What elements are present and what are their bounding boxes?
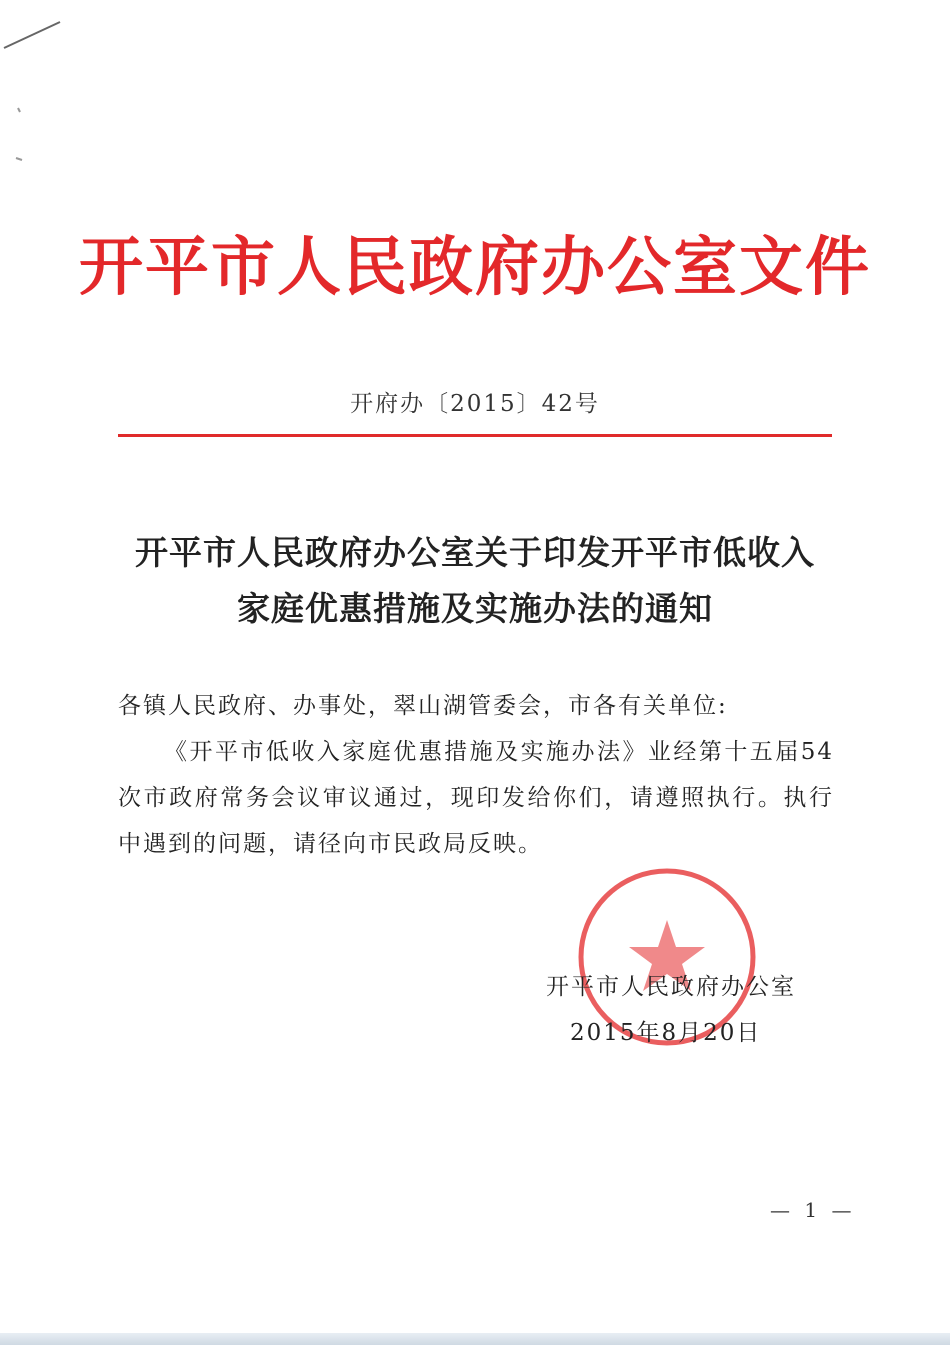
page-number: — 1 — (770, 1198, 856, 1222)
scan-bottom-edge (0, 1333, 950, 1345)
signature-date: 2015年8月20日 (570, 1020, 762, 1046)
notice-title-line1: 开平市人民政府办公室关于印发开平市低收入 (135, 533, 815, 572)
notice-body (118, 683, 834, 867)
document-number: 开府办〔2015〕42号 (350, 391, 600, 417)
body-paragraph: 《开平市低收入家庭优惠措施及实施办法》业经第十五届54次市政府常务会议审议通过，现印发给你们，请遵照执行。执行中遇到的问题，请径向市民政局反映。 (118, 739, 834, 857)
notice-title (0, 525, 950, 637)
addressee: 各镇人民政府、办事处，翠山湖管委会，市各有关单位: (118, 693, 728, 719)
notice-title-line2: 家庭优惠措施及实施办法的通知 (237, 589, 713, 628)
red-header-title: 开平市人民政府办公室文件 (79, 230, 871, 305)
red-divider-line (118, 434, 832, 437)
signature-org: 开平市人民政府办公室 (546, 974, 796, 1000)
scan-corner-mark (0, 0, 80, 170)
